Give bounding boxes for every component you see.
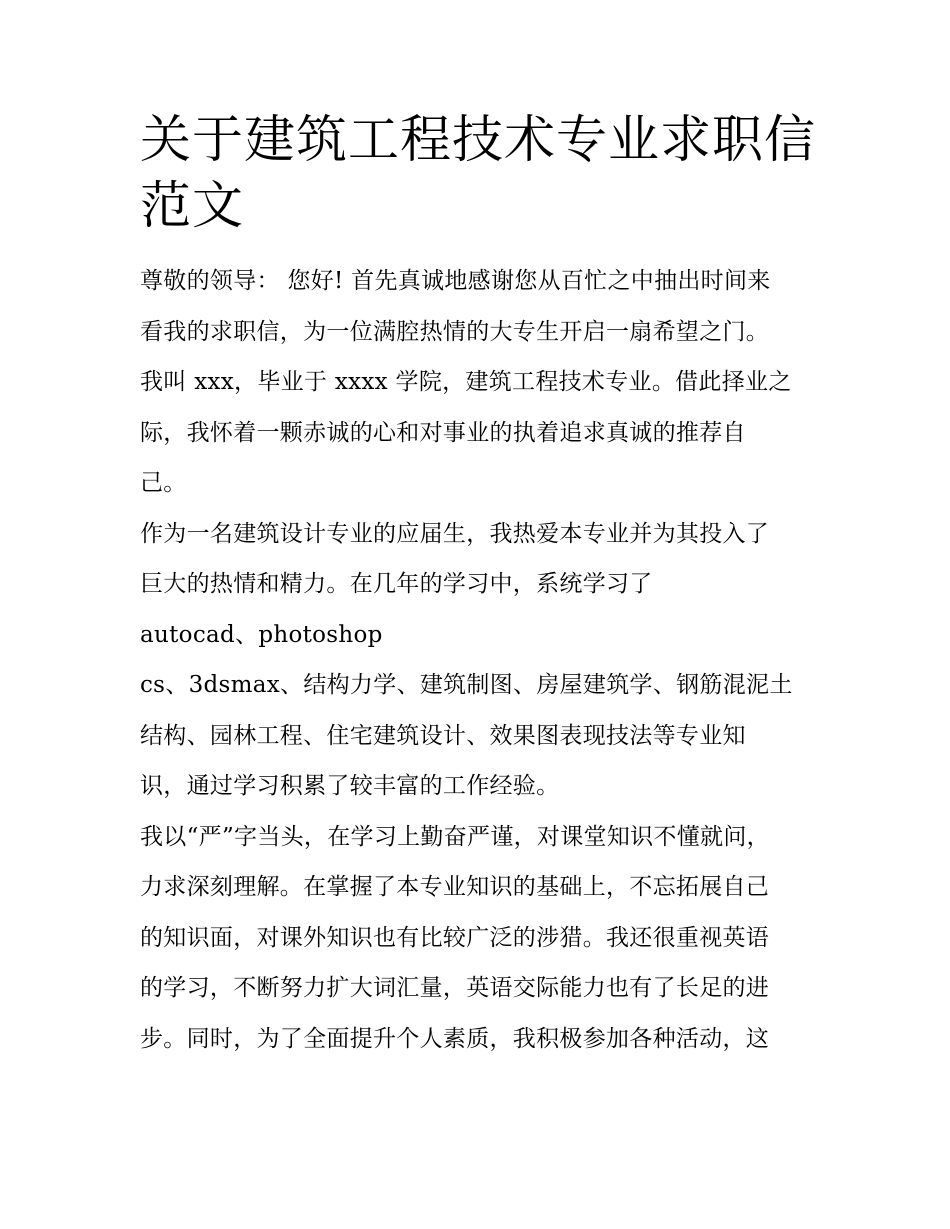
document-body: [140, 108, 820, 1064]
text-line: 步。同时，为了全面提升个人素质，我积极参加各种活动，这: [140, 1025, 770, 1052]
text-line: 我叫 xxx，毕业于 xxxx 学院，建筑工程技术专业。借此择业之: [140, 369, 792, 395]
paragraph-attitude: [140, 812, 820, 1065]
text-line: 作为一名建筑设计专业的应届生，我热爱本专业并为其投入了: [140, 520, 770, 547]
text-line: 际，我怀着一颗赤诚的心和对事业的执着追求真诚的推荐自: [140, 419, 746, 446]
text-line: 巨大的热情和精力。在几年的学习中，系统学习了: [140, 571, 653, 597]
text-line: cs、3dsmax、结构力学、建筑制图、房屋建筑学、钢筋混泥土: [140, 672, 793, 698]
text-line: 结构、园林工程、住宅建筑设计、效果图表现技法等专业知: [140, 722, 746, 749]
text-line: 己。: [140, 470, 187, 496]
text-line: 的学习，不断努力扩大词汇量，英语交际能力也有了长足的进: [140, 975, 770, 1001]
text-line: 力求深刻理解。在掌握了本专业知识的基础上，不忘拓展自己: [140, 874, 770, 900]
paragraph-greeting: [140, 256, 820, 509]
paragraph-education: [140, 509, 820, 812]
text-line: 看我的求职信，为一位满腔热情的大专生开启一扇希望之门。: [140, 318, 770, 345]
title-line: 范文: [140, 177, 245, 236]
text-line: 的知识面，对课外知识也有比较广泛的涉猎。我还很重视英语: [140, 924, 770, 951]
title-line: 关于建筑工程技术专业求职信: [140, 111, 817, 170]
text-line: autocad、photoshop: [140, 621, 383, 648]
document-title: [140, 108, 820, 240]
text-line: 尊敬的领导： 您好! 首先真诚地感谢您从百忙之中抽出时间来: [140, 268, 771, 294]
text-line: 识，通过学习积累了较丰富的工作经验。: [140, 773, 560, 799]
text-line: 我以“严”字当头，在学习上勤奋严谨，对课堂知识不懂就问，: [140, 823, 770, 850]
